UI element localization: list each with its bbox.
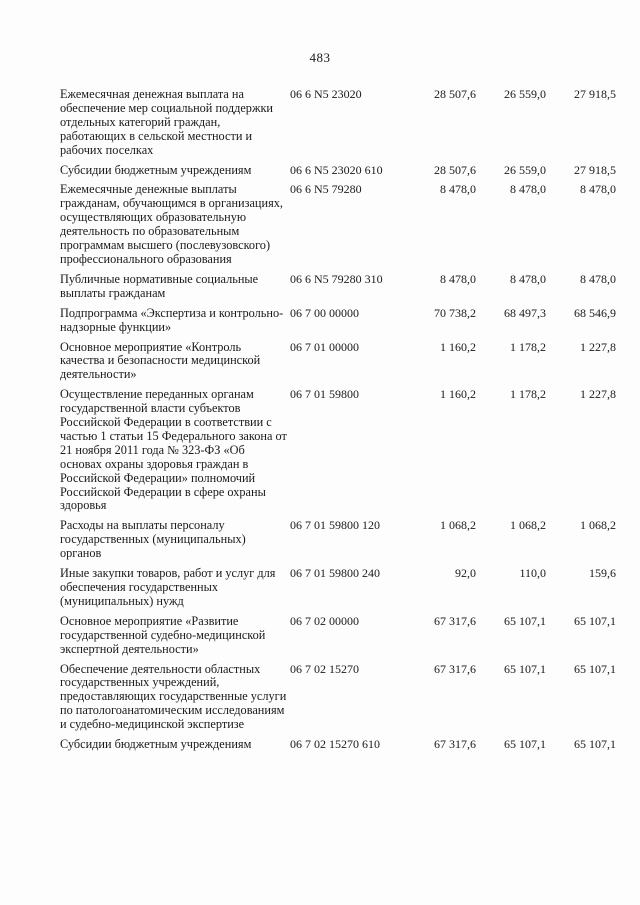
row-value-1: 1 160,2 xyxy=(440,339,476,354)
row-value-1: 67 317,6 xyxy=(434,661,476,676)
row-value-2: 68 497,3 xyxy=(504,305,546,320)
row-value-1: 8 478,0 xyxy=(440,182,476,197)
row-value-2: 26 559,0 xyxy=(504,87,546,101)
row-value-3: 1 227,8 xyxy=(580,387,616,402)
row-value-2: 8 478,0 xyxy=(510,182,546,197)
table-row xyxy=(60,273,620,301)
row-name: Основное мероприятие «Развитие государственной судебно-медицинской экспертной деятельности» xyxy=(60,613,266,656)
row-value-1: 67 317,6 xyxy=(434,613,476,628)
row-value-3: 8 478,0 xyxy=(580,271,616,286)
row-code: 06 7 02 00000 xyxy=(290,613,359,628)
row-code: 06 6 N5 23020 xyxy=(290,87,362,101)
row-name: Ежемесячная денежная выплата на обеспечение мер социальной поддержки отдельных категорий граждан, работающих в сельской местности и рабочих поселках xyxy=(60,87,274,157)
row-code: 06 6 N5 23020 610 xyxy=(290,162,383,177)
row-name: Публичные нормативные социальные выплаты гражданам xyxy=(60,271,259,300)
table-row xyxy=(60,183,620,266)
row-name: Осуществление переданных органам государственной власти субъектов Российской Федерации в соответствии с частью 1 статьи 15 Федерального закона от 21 ноября 2011 года № 323-ФЗ «Об основах охраны здоровья граждан в Российской Федерации» полномочий Российской Федерации в сфере охраны здоровья xyxy=(60,387,287,513)
row-value-1: 70 738,2 xyxy=(434,305,476,320)
row-value-2: 26 559,0 xyxy=(504,162,546,177)
page-number: 483 xyxy=(309,50,331,65)
row-value-2: 65 107,1 xyxy=(504,661,546,676)
row-code: 06 7 01 59800 xyxy=(290,387,359,402)
row-code: 06 7 02 15270 xyxy=(290,661,359,676)
table-row xyxy=(60,738,620,752)
table-row xyxy=(60,519,620,561)
table-row xyxy=(60,663,620,733)
row-value-3: 8 478,0 xyxy=(580,182,616,197)
table-row xyxy=(60,615,620,657)
row-name: Субсидии бюджетным учреждениям xyxy=(60,162,252,177)
row-value-1: 92,0 xyxy=(455,566,476,581)
row-value-2: 1 178,2 xyxy=(510,387,546,402)
row-value-3: 65 107,1 xyxy=(574,613,616,628)
row-value-3: 1 227,8 xyxy=(580,339,616,354)
table-row xyxy=(60,388,620,513)
table-row xyxy=(60,341,620,383)
row-value-3: 68 546,9 xyxy=(574,305,616,320)
row-code: 06 7 01 00000 xyxy=(290,339,359,354)
row-value-3: 1 068,2 xyxy=(580,518,616,533)
row-value-1: 28 507,6 xyxy=(434,87,476,101)
row-value-3: 65 107,1 xyxy=(574,661,616,676)
row-name: Расходы на выплаты персоналу государственных (муниципальных) органов xyxy=(60,518,246,561)
row-value-2: 1 068,2 xyxy=(510,518,546,533)
table-row xyxy=(60,88,620,158)
table-row xyxy=(60,567,620,609)
row-value-2: 65 107,1 xyxy=(504,613,546,628)
row-name: Обеспечение деятельности областных государственных учреждений, предоставляющих государственные услуги по патологоанатомическим исследованиям и судебно-медицинской экспертизе xyxy=(60,661,287,732)
row-value-1: 1 068,2 xyxy=(440,518,476,533)
row-value-3: 159,6 xyxy=(589,566,616,581)
row-code: 06 7 00 00000 xyxy=(290,305,359,320)
row-value-2: 110,0 xyxy=(519,566,546,581)
row-name: Иные закупки товаров, работ и услуг для обеспечения государственных (муниципальных) нужд xyxy=(60,566,276,608)
row-code: 06 7 02 15270 610 xyxy=(290,737,380,752)
row-name: Ежемесячные денежные выплаты гражданам, обучающимся в организациях, осуществляющих образовательную деятельность по образовательным программам высшего (послевузовского) профессионального образования xyxy=(60,182,283,266)
row-value-2: 65 107,1 xyxy=(504,737,546,752)
row-value-3: 27 918,5 xyxy=(574,87,616,101)
row-code: 06 7 01 59800 240 xyxy=(290,566,380,581)
row-code: 06 6 N5 79280 310 xyxy=(290,271,383,286)
row-code: 06 7 01 59800 120 xyxy=(290,518,380,533)
row-name: Подпрограмма «Экспертиза и контрольно-надзорные функции» xyxy=(60,305,284,334)
row-code: 06 6 N5 79280 xyxy=(290,182,362,197)
row-value-1: 28 507,6 xyxy=(434,162,476,177)
table-row xyxy=(60,164,620,178)
row-value-1: 8 478,0 xyxy=(440,271,476,286)
row-name: Субсидии бюджетным учреждениям xyxy=(60,737,252,752)
row-value-2: 1 178,2 xyxy=(510,339,546,354)
row-value-3: 65 107,1 xyxy=(574,737,616,752)
table-row xyxy=(60,307,620,335)
row-value-2: 8 478,0 xyxy=(510,271,546,286)
budget-table xyxy=(60,88,620,758)
row-value-3: 27 918,5 xyxy=(574,162,616,177)
row-name: Основное мероприятие «Контроль качества и безопасности медицинской деятельности» xyxy=(60,339,261,382)
row-value-1: 1 160,2 xyxy=(440,387,476,402)
row-value-1: 67 317,6 xyxy=(434,737,476,752)
